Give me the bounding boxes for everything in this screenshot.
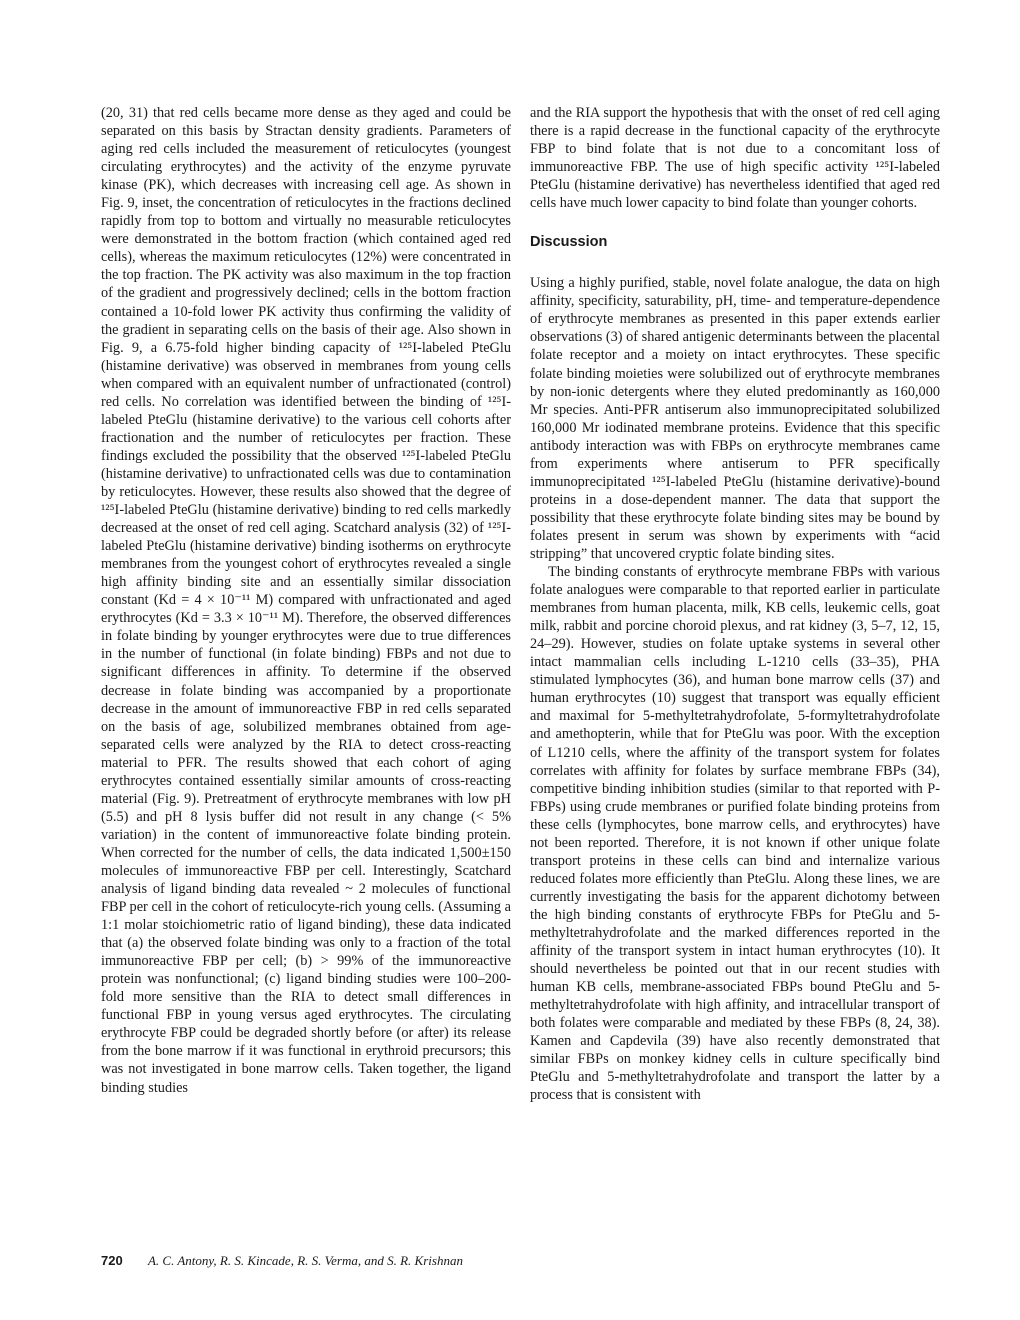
- body-paragraph: and the RIA support the hypothesis that with the onset of red cell aging there is a rapid decrease in the functional capacity of the erythrocyte FBP to bind folate that is not due to a concomitant loss of immunoreactive FBP. The use of high specific activity ¹²⁵I-labeled PteGlu (histamine derivative) has nevertheless identified that aged red cells have much lower capacity to bind folate than younger cohorts.: [530, 105, 940, 212]
- right-column: [530, 104, 940, 1104]
- author-line: A. C. Antony, R. S. Kincade, R. S. Verma, and S. R. Krishnan: [147, 1253, 463, 1268]
- page-number: 720: [101, 1253, 123, 1268]
- page-footer: [101, 1253, 463, 1269]
- left-column: [101, 104, 511, 1097]
- body-paragraph: Using a highly purified, stable, novel folate analogue, the data on high affinity, specificity, saturability, pH, time- and temperature-dependence of erythrocyte membranes as presented in this paper extends earlier observations (3) of shared antigenic determinants between the placental folate receptor and a moiety on intact erythrocytes. These specific folate binding moieties were solubilized out of erythrocyte membranes by non-ionic detergents where they eluted predominantly as 160,000 Mr species. Anti-PFR antiserum also immunoprecipitated solubilized 160,000 Mr iodinated membrane proteins. Evidence that this specific antibody interaction was with FBPs on erythrocyte membranes came from experiments where antiserum to PFR specifically immunoprecipitated ¹²⁵I-labeled PteGlu (histamine derivative)-bound proteins in a dose-dependent manner. The data that support the possibility that these erythrocyte folate binding sites may be bound by folates present in serum was shown by experiments with “acid stripping” that uncovered cryptic folate binding sites.: [530, 275, 940, 562]
- body-paragraph: The binding constants of erythrocyte membrane FBPs with various folate analogues were comparable to that reported earlier in particulate membranes from human placenta, milk, KB cells, leukemic cells, goat milk, rabbit and porcine choroid plexus, and rat kidney (3, 5–7, 12, 15, 24–29). However, studies on folate uptake systems in several other intact mammalian cells including L-1210 cells (33–35), PHA stimulated lymphocytes (36), and human bone marrow cells (37) and human erythrocytes (10) suggest that transport was equally efficient and maximal for 5-methyltetrahydrofolate, 5-formyltetrahydrofolate and amethopterin, while that for PteGlu was poor. With the exception of L1210 cells, where the affinity of the transport system for folates correlates with affinity for folates by surface membrane FBPs (34), competitive binding inhibition studies (similar to that reported with P-FBPs) using crude membranes or purified folate binding proteins from these cells (lymphocytes, bone marrow cells, and erythrocytes) have not been reported. Therefore, it is not known if other unique folate transport proteins in these cells can bind and internalize various reduced folates more efficiently than PteGlu. Along these lines, we are currently investigating the basis for the apparent dichotomy between the high binding constants of erythrocyte FBPs for PteGlu and 5-methyltetrahydrofolate and the marked differences reported in the affinity of the transport system in intact human erythrocytes (10). It should nevertheless be pointed out that in our recent studies with human KB cells, membrane-associated FBPs bound PteGlu and 5-methyltetrahydrofolate with high affinity, and intracellular transport of both folates were comparable and mediated by these FBPs (8, 24, 38). Kamen and Capdevila (39) have also recently demonstrated that similar FBPs on monkey kidney cells in culture specifically bind PteGlu and 5-methyltetrahydrofolate and transport the latter by a process that is consistent with: [530, 564, 940, 1104]
- body-paragraph: (20, 31) that red cells became more dense as they aged and could be separated on this basis by Stractan density gradients. Parameters of aging red cells included the measurement of reticulocytes (youngest circulating erythrocytes) and the activity of the enzyme pyruvate kinase (PK), which decreases with increasing cell age. As shown in Fig. 9, inset, the concentration of reticulocytes in the fractions declined rapidly from top to bottom and virtually no measurable reticulocytes were demonstrated in the bottom fraction (which contained aged red cells), whereas the maximum reticulocytes (12%) were concentrated in the top fraction. The PK activity was also maximum in the top fraction of the gradient and progressively declined; cells in the bottom fraction contained a 10-fold lower PK activity thus confirming the validity of the gradient in separating cells on the basis of their age. Also shown in Fig. 9, a 6.75-fold higher binding capacity of ¹²⁵I-labeled PteGlu (histamine derivative) was observed in membranes from young cells when compared with an equivalent number of unfractionated (control) red cells. No correlation was identified between the binding of ¹²⁵I-labeled PteGlu (histamine derivative) to the various cell cohorts after fractionation and the number of reticulocytes per fraction. These findings excluded the possibility that the observed ¹²⁵I-labeled PteGlu (histamine derivative) to unfractionated cells was due to contamination by reticulocytes. However, these results also showed that the degree of ¹²⁵I-labeled PteGlu (histamine derivative) binding to red cells markedly decreased at the onset of red cell aging. Scatchard analysis (32) of ¹²⁵I-labeled PteGlu (histamine derivative) binding isotherms on erythrocyte membranes from the youngest cohort of erythrocytes revealed a single high affinity binding site and an essentially similar dissociation constant (Kd = 4 × 10⁻¹¹ M) compared with unfractionated and aged erythrocytes (Kd = 3.3 × 10⁻¹¹ M). Therefore, the observed differences in folate binding by younger erythrocytes were due to true differences in the number of functional (in folate binding) FBPs and not due to significant differences in affinity. To determine if the observed decrease in folate binding was accompanied by a proportionate decrease in the amount of immunoreactive FBP in red cells separated on the basis of age, solubilized membranes obtained from age-separated cells were analyzed by the RIA to detect cross-reacting material to PFR. The results showed that each cohort of aging erythrocytes contained essentially similar amounts of cross-reacting material (Fig. 9). Pretreatment of erythrocyte membranes with low pH (5.5) and pH 8 lysis buffer did not result in any change (< 5% variation) in the content of immunoreactive folate binding protein. When corrected for the number of cells, the data indicated 1,500±150 molecules of immunoreactive FBP per cell. Interestingly, Scatchard analysis of ligand binding data revealed ~ 2 molecules of functional FBP per cell in the cohort of reticulocyte-rich young cells. (Assuming a 1:1 molar stoichiometric ratio of ligand binding), these data indicated that (a) the observed folate binding was only to a fraction of the total immunoreactive FBP per cell; (b) > 99% of the immunoreactive protein was nonfunctional; (c) ligand binding studies were 100–200-fold more sensitive than the RIA to detect small differences in functional FBP in young versus aged erythrocytes. The circulating erythrocyte FBP could be degraded shortly before (or after) its release from the bone marrow if it was functional in erythroid precursors; this was not investigated in bone marrow cells. Taken together, the ligand binding studies: [101, 105, 511, 1096]
- section-heading: Discussion: [530, 234, 608, 251]
